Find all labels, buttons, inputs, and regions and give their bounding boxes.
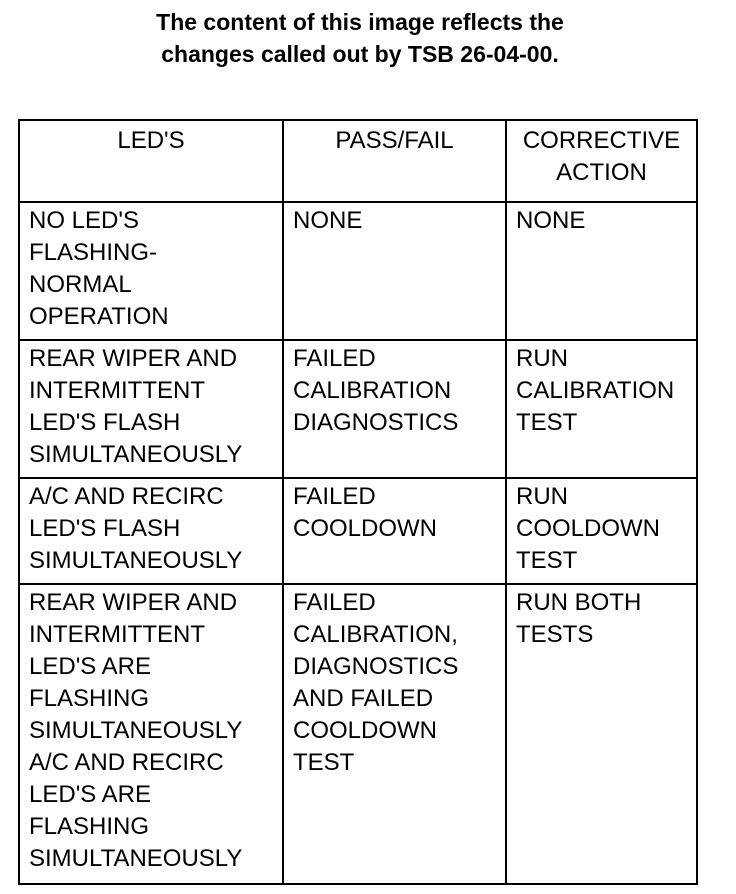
cell-line: NORMAL xyxy=(29,271,132,298)
cell-line: RUN xyxy=(516,345,568,372)
table-row xyxy=(19,584,697,884)
table-row xyxy=(19,340,697,478)
cell-line: A/C AND RECIRC xyxy=(29,483,224,510)
cell-line: FAILED xyxy=(293,345,376,372)
cell-line: DIAGNOSTICS xyxy=(293,409,459,436)
cell-line: TEST xyxy=(293,749,355,776)
cell-line: REAR WIPER AND xyxy=(29,589,238,616)
cell-corrective-action xyxy=(506,584,697,884)
cell-line: FLASHING xyxy=(29,685,150,712)
table-header-row xyxy=(19,120,697,202)
cell-line: CALIBRATION xyxy=(516,377,675,404)
header-corrective-action-line: ACTION xyxy=(556,159,647,186)
tsb-note-line-1: The content of this image reflects the xyxy=(156,9,564,35)
cell-line: RUN BOTH xyxy=(516,589,642,616)
cell-line: COOLDOWN xyxy=(516,515,660,542)
cell-line: FAILED xyxy=(293,483,376,510)
led-diagnostic-table xyxy=(18,119,698,885)
tsb-note xyxy=(60,6,660,70)
cell-leds xyxy=(19,584,283,884)
cell-corrective-action xyxy=(506,478,697,584)
cell-line: REAR WIPER AND xyxy=(29,345,238,372)
cell-line: NONE xyxy=(293,207,363,234)
cell-line: INTERMITTENT xyxy=(29,621,205,648)
cell-line: TEST xyxy=(516,409,578,436)
cell-leds xyxy=(19,340,283,478)
cell-line: COOLDOWN xyxy=(293,515,437,542)
cell-line: FLASHING- xyxy=(29,239,158,266)
cell-line: AND FAILED xyxy=(293,685,434,712)
cell-line: RUN xyxy=(516,483,568,510)
header-pass-fail-line: PASS/FAIL xyxy=(335,127,454,154)
tsb-note-line-2: changes called out by TSB 26-04-00. xyxy=(161,41,559,67)
cell-line: SIMULTANEOUSLY xyxy=(29,441,243,468)
cell-line: SIMULTANEOUSLY xyxy=(29,717,243,744)
header-corrective-action-line: CORRECTIVE xyxy=(522,127,681,154)
cell-line: FAILED xyxy=(293,589,376,616)
cell-line: NO LED'S xyxy=(29,207,139,234)
cell-line: LED'S FLASH xyxy=(29,409,181,436)
cell-line: LED'S FLASH xyxy=(29,515,181,542)
cell-leds xyxy=(19,478,283,584)
cell-pass-fail xyxy=(283,478,506,584)
table-row xyxy=(19,478,697,584)
cell-line: TESTS xyxy=(516,621,594,648)
cell-pass-fail xyxy=(283,202,506,340)
cell-leds xyxy=(19,202,283,340)
cell-line: COOLDOWN xyxy=(293,717,437,744)
cell-line: INTERMITTENT xyxy=(29,377,205,404)
cell-line: OPERATION xyxy=(29,303,169,330)
header-corrective-action xyxy=(506,120,697,202)
cell-line: A/C AND RECIRC xyxy=(29,749,224,776)
cell-line: TEST xyxy=(516,547,578,574)
cell-line: LED'S ARE xyxy=(29,781,151,808)
table-body xyxy=(19,202,697,884)
cell-line: SIMULTANEOUSLY xyxy=(29,845,243,872)
header-leds-line: LED'S xyxy=(117,127,185,154)
cell-line: DIAGNOSTICS xyxy=(293,653,459,680)
cell-line: SIMULTANEOUSLY xyxy=(29,547,243,574)
cell-pass-fail xyxy=(283,340,506,478)
cell-corrective-action xyxy=(506,202,697,340)
cell-line: NONE xyxy=(516,207,586,234)
cell-line: FLASHING xyxy=(29,813,150,840)
cell-pass-fail xyxy=(283,584,506,884)
cell-corrective-action xyxy=(506,340,697,478)
header-pass-fail xyxy=(283,120,506,202)
header-leds xyxy=(19,120,283,202)
cell-line: CALIBRATION xyxy=(293,377,452,404)
cell-line: CALIBRATION, xyxy=(293,621,458,648)
cell-line: LED'S ARE xyxy=(29,653,151,680)
table-row xyxy=(19,202,697,340)
